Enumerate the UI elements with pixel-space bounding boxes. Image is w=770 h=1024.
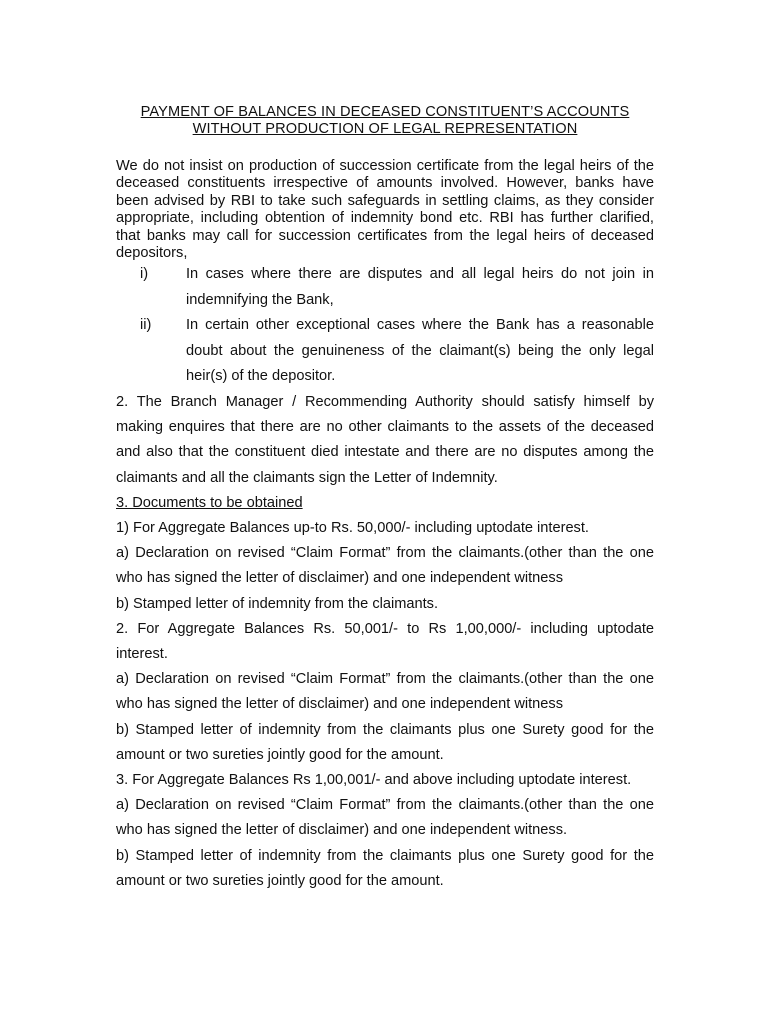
document-page [116, 104, 654, 894]
document-item: 3. For Aggregate Balances Rs 1,00,001/- and above including uptodate interest. [116, 771, 632, 788]
documents-list [116, 516, 654, 894]
document-item: b) Stamped letter of indemnity from the claimants plus one Surety good for the amount or two sureties jointly good for the amount. [116, 847, 654, 889]
condition-item [116, 313, 654, 390]
condition-text: In certain other exceptional cases where the Bank has a reasonable doubt about the genuineness of the claimant(s) being the only legal heir(s) of the depositor. [186, 317, 654, 385]
document-item: a) Declaration on revised “Claim Format” from the claimants.(other than the one who has signed the letter of disclaimer) and one independent witness [116, 671, 654, 713]
document-item: b) Stamped letter of indemnity from the claimants plus one Surety good for the amount or two sureties jointly good for the amount. [116, 721, 654, 763]
document-item: 1) For Aggregate Balances up-to Rs. 50,000/- including uptodate interest. [116, 519, 589, 536]
document-item: a) Declaration on revised “Claim Format” from the claimants.(other than the one who has signed the letter of disclaimer) and one independent witness. [116, 797, 654, 839]
document-item: b) Stamped letter of indemnity from the claimants. [116, 595, 439, 612]
condition-item [116, 262, 654, 313]
condition-text: In cases where there are disputes and all legal heirs do not join in indemnifying the Bank, [186, 266, 654, 308]
document-item: a) Declaration on revised “Claim Format” from the claimants.(other than the one who has signed the letter of disclaimer) and one independent witness [116, 545, 654, 587]
verification-paragraph: 2. The Branch Manager / Recommending Authority should satisfy himself by making enquires that there are no other claimants to the assets of the deceased and also that the constituent died intestate and there are no disputes among the claimants and all the claimants sign the Letter of Indemnity. [116, 393, 654, 486]
intro-paragraph: We do not insist on production of succession certificate from the legal heirs of the deceased constituents irrespective of amounts involved. However, banks have been advised by RBI to take such safeguards in settling claims, as they consider appropriate, including obtention of indemnity bond etc. RBI has further clarified, that banks may call for succession certificates from the legal heirs of deceased depositors, [116, 158, 654, 262]
condition-number: ii) [140, 317, 152, 334]
title-line-2: WITHOUT PRODUCTION OF LEGAL REPRESENTATION [192, 121, 578, 137]
document-title [116, 104, 654, 138]
conditions-list [116, 262, 654, 390]
title-line-1: PAYMENT OF BALANCES IN DECEASED CONSTITUENT’S ACCOUNTS [140, 104, 630, 120]
documents-heading: 3. Documents to be obtained [116, 494, 303, 511]
document-item: 2. For Aggregate Balances Rs. 50,001/- to Rs 1,00,000/- including uptodate interest. [116, 620, 654, 662]
condition-number: i) [140, 266, 149, 283]
